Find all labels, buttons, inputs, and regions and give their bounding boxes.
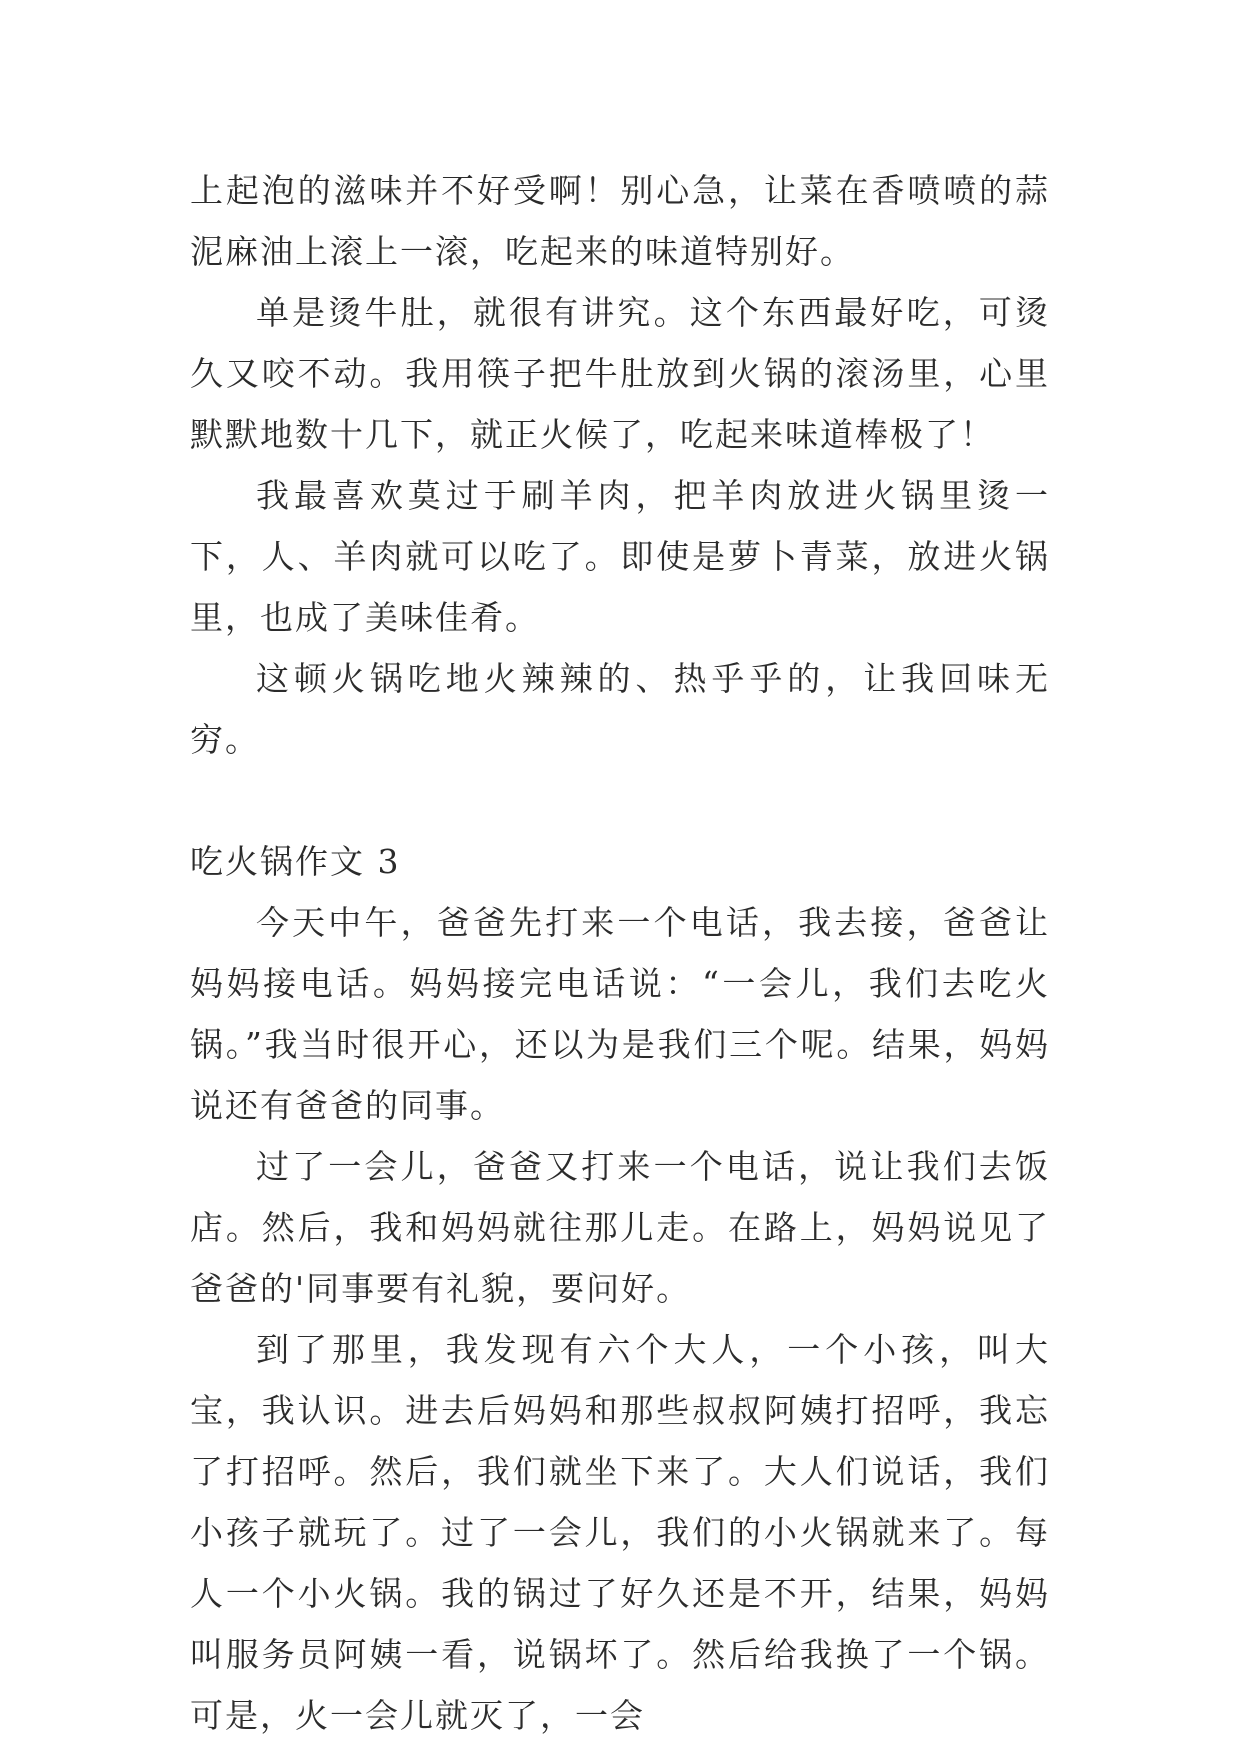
paragraph-continuation: 上起泡的滋味并不好受啊！别心急，让菜在香喷喷的蒜泥麻油上滚上一滚，吃起来的味道特别好。 [190,171,1050,271]
paragraph-going-out: 过了一会儿，爸爸又打来一个电话，说让我们去饭店。然后，我和妈妈就往那儿走。在路上，妈妈说见了爸爸的'同事要有礼貌，要问好。 [190,1147,1050,1308]
paragraph-lamb: 我最喜欢莫过于刷羊肉，把羊肉放进火锅里烫一下，人、羊肉就可以吃了。即使是萝卜青菜，放进火锅里，也成了美味佳肴。 [190,476,1050,637]
paragraph-phone-call: 今天中午，爸爸先打来一个电话，我去接，爸爸让妈妈接电话。妈妈接完电话说：“一会儿，我们去吃火锅。”我当时很开心，还以为是我们三个呢。结果，妈妈说还有爸爸的同事。 [190,903,1050,1125]
paragraph-beef-tripe: 单是烫牛肚，就很有讲究。这个东西最好吃，可烫久又咬不动。我用筷子把牛肚放到火锅的滚汤里，心里默默地数十几下，就正火候了，吃起来味道棒极了！ [190,293,1050,454]
section-title: 吃火锅作文 3 [190,842,401,881]
document-body [190,160,1050,1746]
section-spacer [190,770,1050,831]
paragraph-at-restaurant: 到了那里，我发现有六个大人，一个小孩，叫大宝，我认识。进去后妈妈和那些叔叔阿姨打招呼，我忘了打招呼。然后，我们就坐下来了。大人们说话，我们小孩子就玩了。过了一会儿，我们的小火锅就来了。每人一个小火锅。我的锅过了好久还是不开，结果，妈妈叫服务员阿姨一看，说锅坏了。然后给我换了一个锅。可是，火一会儿就灭了，一会 [190,1330,1050,1735]
paragraph-conclusion: 这顿火锅吃地火辣辣的、热乎乎的，让我回味无穷。 [190,659,1050,759]
